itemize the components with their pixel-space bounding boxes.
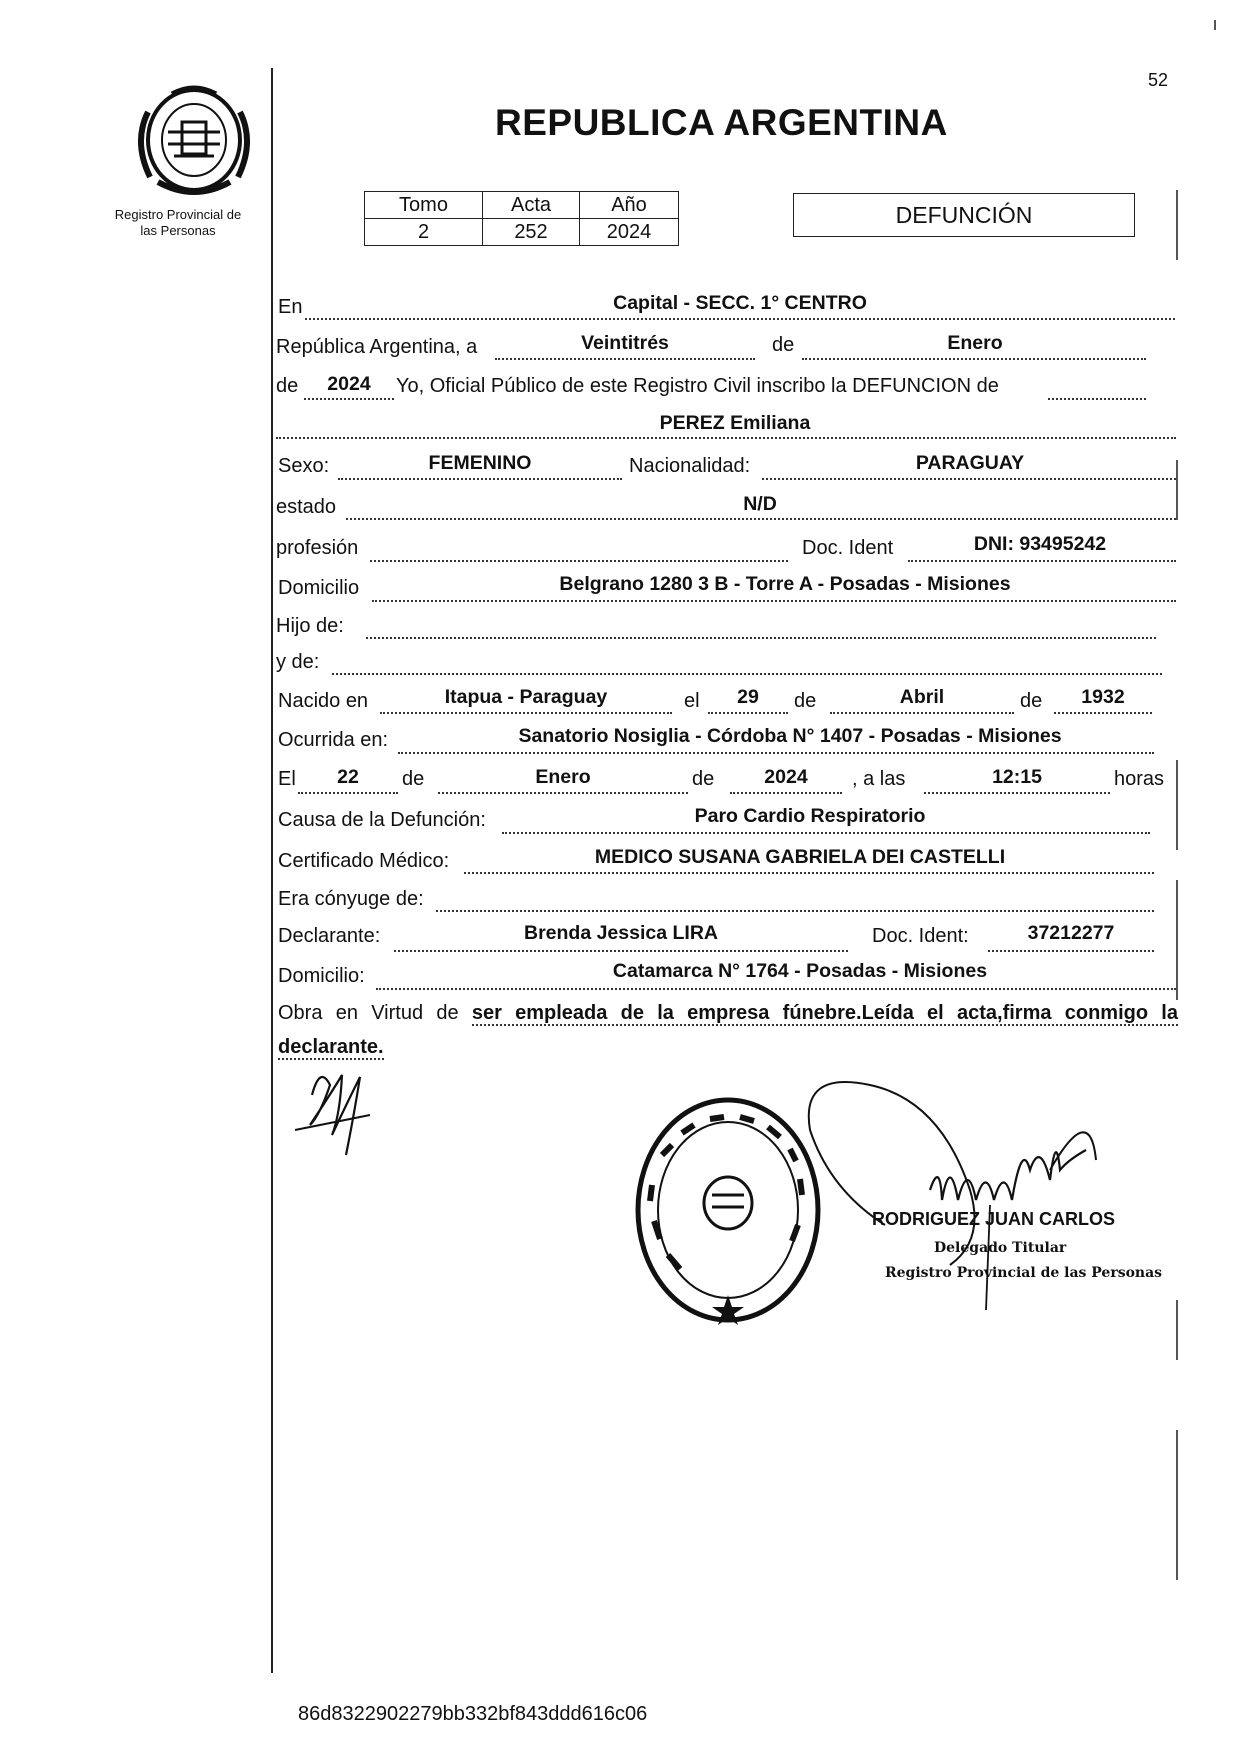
label-republica: República Argentina, a bbox=[276, 336, 478, 358]
label-de: de bbox=[772, 334, 795, 356]
dotted-line bbox=[366, 637, 1156, 639]
label-certificado: Certificado Médico: bbox=[278, 850, 450, 872]
dotted-line bbox=[988, 950, 1154, 952]
nac-dia-value: 29 bbox=[737, 686, 759, 708]
label-de: de bbox=[1020, 690, 1043, 712]
scan-mark bbox=[1176, 880, 1178, 1000]
dotted-line bbox=[398, 752, 1154, 754]
acta-header: Acta bbox=[483, 192, 580, 219]
label-el: El bbox=[278, 768, 296, 790]
dotted-line bbox=[394, 950, 848, 952]
scan-mark bbox=[1176, 1300, 1178, 1360]
page-title: REPUBLICA ARGENTINA bbox=[495, 102, 948, 143]
declarante-doc-value: 37212277 bbox=[1027, 922, 1115, 944]
domicilio-value: Belgrano 1280 3 B - Torre A - Posadas - Misiones bbox=[559, 573, 1011, 595]
dotted-line bbox=[502, 832, 1150, 834]
dotted-line bbox=[495, 358, 755, 360]
scan-mark bbox=[1176, 760, 1178, 850]
scan-mark bbox=[1176, 190, 1178, 260]
def-dia-value: 22 bbox=[337, 766, 359, 788]
label-doc-ident: Doc. Ident bbox=[802, 537, 894, 559]
dotted-line bbox=[708, 712, 788, 714]
label-sexo: Sexo: bbox=[278, 455, 330, 477]
dotted-line bbox=[304, 398, 394, 400]
label-domicilio2: Domicilio: bbox=[278, 965, 365, 987]
dotted-line bbox=[305, 318, 1175, 320]
def-mes-value: Enero bbox=[535, 766, 591, 788]
dotted-line bbox=[380, 712, 672, 714]
hora-value: 12:15 bbox=[992, 766, 1042, 788]
label-profesion: profesión bbox=[276, 537, 359, 559]
tomo-acta-ano-table bbox=[364, 191, 679, 246]
dotted-line bbox=[376, 988, 1176, 990]
dotted-line bbox=[346, 518, 1176, 520]
label-hijo-de: Hijo de: bbox=[276, 615, 344, 637]
declarante-signature bbox=[290, 1055, 390, 1165]
label-de: de bbox=[402, 768, 425, 790]
causa-value: Paro Cardio Respiratorio bbox=[694, 805, 926, 827]
certificado-value: MEDICO SUSANA GABRIELA DEI CASTELLI bbox=[594, 846, 1006, 868]
lugar-value: Capital - SECC. 1° CENTRO bbox=[613, 292, 867, 314]
ano-header: Año bbox=[580, 192, 679, 219]
label-conyuge: Era cónyuge de: bbox=[278, 888, 424, 910]
dotted-line bbox=[372, 600, 1176, 602]
registro-provincial-label: Registro Provincial de las Personas bbox=[114, 207, 242, 238]
document-hash: 86d8322902279bb332bf843ddd616c06 bbox=[298, 1703, 648, 1725]
nac-mes-value: Abril bbox=[899, 686, 945, 708]
anio-acta-value: 2024 bbox=[327, 373, 371, 395]
label-en: En bbox=[278, 296, 303, 318]
label-doc-ident2: Doc. Ident: bbox=[872, 925, 969, 947]
scan-mark bbox=[1214, 20, 1216, 30]
label-nacido-en: Nacido en bbox=[278, 690, 369, 712]
dotted-line bbox=[436, 910, 1154, 912]
label-de: de bbox=[276, 375, 299, 397]
official-registry: Registro Provincial de las Personas bbox=[885, 1265, 1163, 1281]
nac-anio-value: 1932 bbox=[1081, 686, 1125, 708]
def-anio-value: 2024 bbox=[764, 766, 808, 788]
dotted-line bbox=[338, 478, 622, 480]
dotted-line bbox=[802, 358, 1146, 360]
label-ocurrida-en: Ocurrida en: bbox=[278, 729, 389, 751]
dotted-line bbox=[924, 792, 1110, 794]
left-margin-line bbox=[271, 68, 273, 1673]
label-horas: horas bbox=[1114, 768, 1165, 790]
sexo-value: FEMENINO bbox=[428, 452, 532, 474]
dotted-line bbox=[298, 792, 398, 794]
nacionalidad-value: PARAGUAY bbox=[915, 452, 1025, 474]
declarante-domicilio-value: Catamarca N° 1764 - Posadas - Misiones bbox=[612, 960, 988, 982]
nacido-en-value: Itapua - Paraguay bbox=[444, 686, 608, 708]
label-de: de bbox=[794, 690, 817, 712]
acta-value: 252 bbox=[483, 219, 580, 246]
dotted-line bbox=[464, 872, 1154, 874]
nombre-value: PEREZ Emiliana bbox=[659, 412, 811, 434]
label-nacionalidad: Nacionalidad: bbox=[629, 455, 751, 477]
ano-value: 2024 bbox=[580, 219, 679, 246]
mes-texto-value: Enero bbox=[947, 332, 1003, 354]
label-estado: estado bbox=[276, 496, 337, 518]
dotted-line bbox=[830, 712, 1014, 714]
scan-mark bbox=[1176, 1430, 1178, 1580]
dotted-line bbox=[908, 560, 1176, 562]
doc-value: DNI: 93495242 bbox=[973, 533, 1107, 555]
label-y-de: y de: bbox=[276, 651, 320, 673]
ocurrida-en-value: Sanatorio Nosiglia - Córdoba N° 1407 - Posadas - Misiones bbox=[518, 725, 1062, 747]
dotted-line bbox=[1054, 712, 1152, 714]
label-el: el bbox=[684, 690, 700, 712]
dotted-line bbox=[370, 560, 788, 562]
estado-value: N/D bbox=[743, 493, 777, 515]
label-de: de bbox=[692, 768, 715, 790]
label-declarante: Declarante: bbox=[278, 925, 381, 947]
label-domicilio: Domicilio bbox=[278, 577, 360, 599]
dotted-line bbox=[438, 792, 688, 794]
act-type-box: DEFUNCIÓN bbox=[793, 193, 1135, 237]
label-causa: Causa de la Defunción: bbox=[278, 809, 486, 831]
dotted-line bbox=[730, 792, 842, 794]
dotted-line bbox=[276, 437, 1176, 439]
declarante-value: Brenda Jessica LIRA bbox=[523, 922, 718, 944]
scan-mark bbox=[1176, 460, 1178, 520]
dotted-line bbox=[332, 673, 1162, 675]
label-obra: Obra en Virtud de bbox=[278, 1002, 459, 1024]
dotted-line bbox=[762, 478, 1176, 480]
provincial-seal-logo bbox=[128, 82, 260, 200]
obra-value: ser empleada de la empresa fúnebre.Leída el acta,firma conmigo la declarante. bbox=[278, 1002, 1178, 1058]
label-a-las: , a las bbox=[852, 768, 906, 790]
label-yo-text: Yo, Oficial Público de este Registro Civil inscribo la DEFUNCION de bbox=[396, 375, 999, 397]
tomo-value: 2 bbox=[365, 219, 483, 246]
official-role: Delegado Titular bbox=[934, 1240, 1067, 1256]
page-number: 52 bbox=[1148, 70, 1169, 90]
dotted-line bbox=[1048, 398, 1146, 400]
official-name: RODRIGUEZ JUAN CARLOS bbox=[872, 1209, 1116, 1229]
dia-texto-value: Veintitrés bbox=[581, 332, 669, 354]
tomo-header: Tomo bbox=[365, 192, 483, 219]
